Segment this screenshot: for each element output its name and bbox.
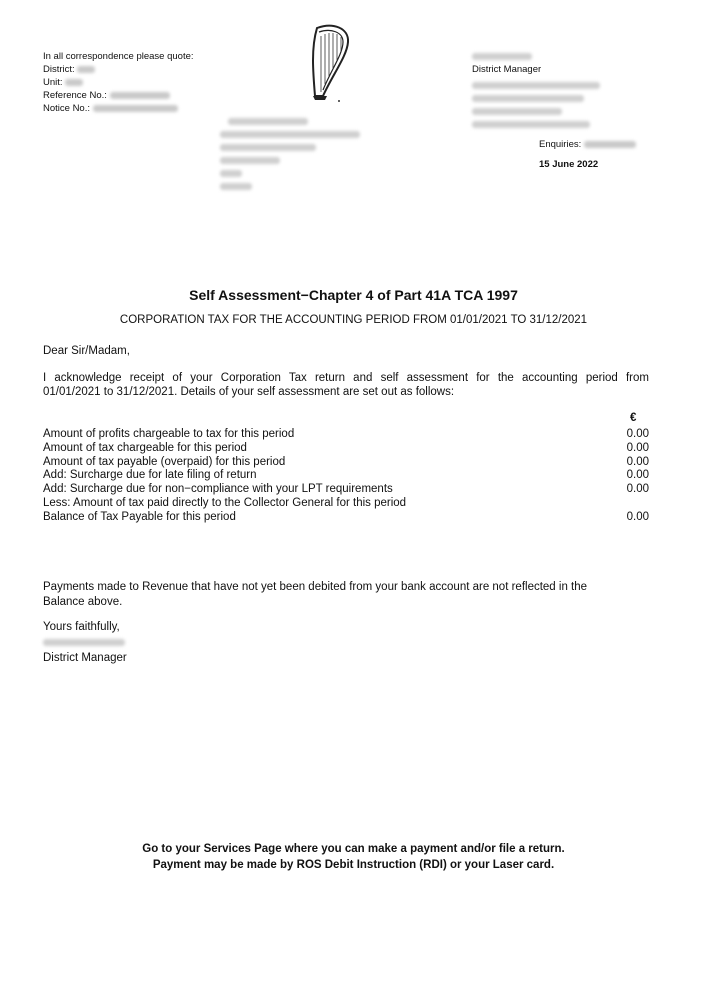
correspondence-block [43,50,194,115]
unit-label: Unit: [43,77,63,88]
redacted-address-line [472,82,600,89]
page-subtitle: CORPORATION TAX FOR THE ACCOUNTING PERIOD FROM 01/01/2021 TO 31/12/2021 [119,314,588,326]
table-row [43,442,649,456]
intro-line-2: 01/01/2021 to 31/12/2021. Details of your self assessment are set out as follows: [43,386,455,398]
table-row [43,428,649,442]
redacted-address-line [220,144,316,151]
redacted-address-line [228,118,308,125]
row-label: Add: Surcharge due for late filing of return [43,469,257,481]
redacted-address-line [220,157,280,164]
row-label: Amount of tax chargeable for this period [43,442,247,454]
row-label: Add: Surcharge due for non−compliance with your LPT requirements [43,483,393,495]
redacted-name [43,639,125,646]
redacted-value [110,92,170,99]
row-label: Balance of Tax Payable for this period [43,511,236,523]
reference-label: Reference No.: [43,90,107,101]
table-row [43,469,649,483]
row-label: Amount of tax payable (overpaid) for this period [43,456,286,468]
row-amount: 0.00 [626,511,649,523]
intro-line-1: I acknowledge receipt of your Corporation Tax return and self assessment for the accounting period from [43,372,649,384]
redacted-address-line [472,95,584,102]
district-row [43,63,194,76]
redacted-value [93,105,178,112]
district-manager-title: District Manager [472,64,542,75]
row-amount: 0.00 [626,456,649,468]
row-label: Amount of profits chargeable to tax for this period [43,428,295,440]
table-row [43,456,649,470]
row-label: Less: Amount of tax paid directly to the Collector General for this period [43,497,407,509]
signature [43,633,125,652]
redacted-address-line [472,121,590,128]
row-amount: 0.00 [626,483,649,495]
district-manager-block [472,50,642,134]
payments-note-line-2: Balance above. [43,596,123,608]
notice-label: Notice No.: [43,103,90,114]
recipient-address [220,112,370,196]
salutation: Dear Sir/Madam, [43,345,130,357]
redacted-phone [584,141,636,148]
enquiries-label: Enquiries: [539,139,582,150]
row-amount: 0.00 [626,442,649,454]
footer-line-2: Payment may be made by ROS Debit Instruction (RDI) or your Laser card. [152,859,555,871]
row-amount: 0.00 [626,469,649,481]
letter-date: 15 June 2022 [539,159,599,170]
footer-line-1: Go to your Services Page where you can make a payment and/or file a return. [142,843,565,855]
harp-emblem-icon [303,22,355,104]
page-title: Self Assessment−Chapter 4 of Part 41A TCA 1997 [189,287,518,303]
enquiries-row [539,138,636,151]
notice-row [43,102,194,115]
table-row [43,483,649,497]
payments-note-line-1: Payments made to Revenue that have not yet been debited from your bank account are not reflected in the [43,581,588,593]
redacted-address-line [220,170,242,177]
redacted-value [77,66,95,73]
currency-symbol: € [630,412,637,424]
sign-off: Yours faithfully, [43,621,120,633]
redacted-name [472,53,532,60]
redacted-value [65,79,83,86]
row-amount: 0.00 [626,428,649,440]
unit-row [43,76,194,89]
reference-row [43,89,194,102]
redacted-address-line [472,108,562,115]
table-row [43,497,649,511]
signatory-title: District Manager [43,652,127,664]
district-label: District: [43,64,75,75]
redacted-address-line [220,183,252,190]
redacted-address-line [220,131,360,138]
table-row [43,511,649,525]
quote-label: In all correspondence please quote: [43,51,194,62]
